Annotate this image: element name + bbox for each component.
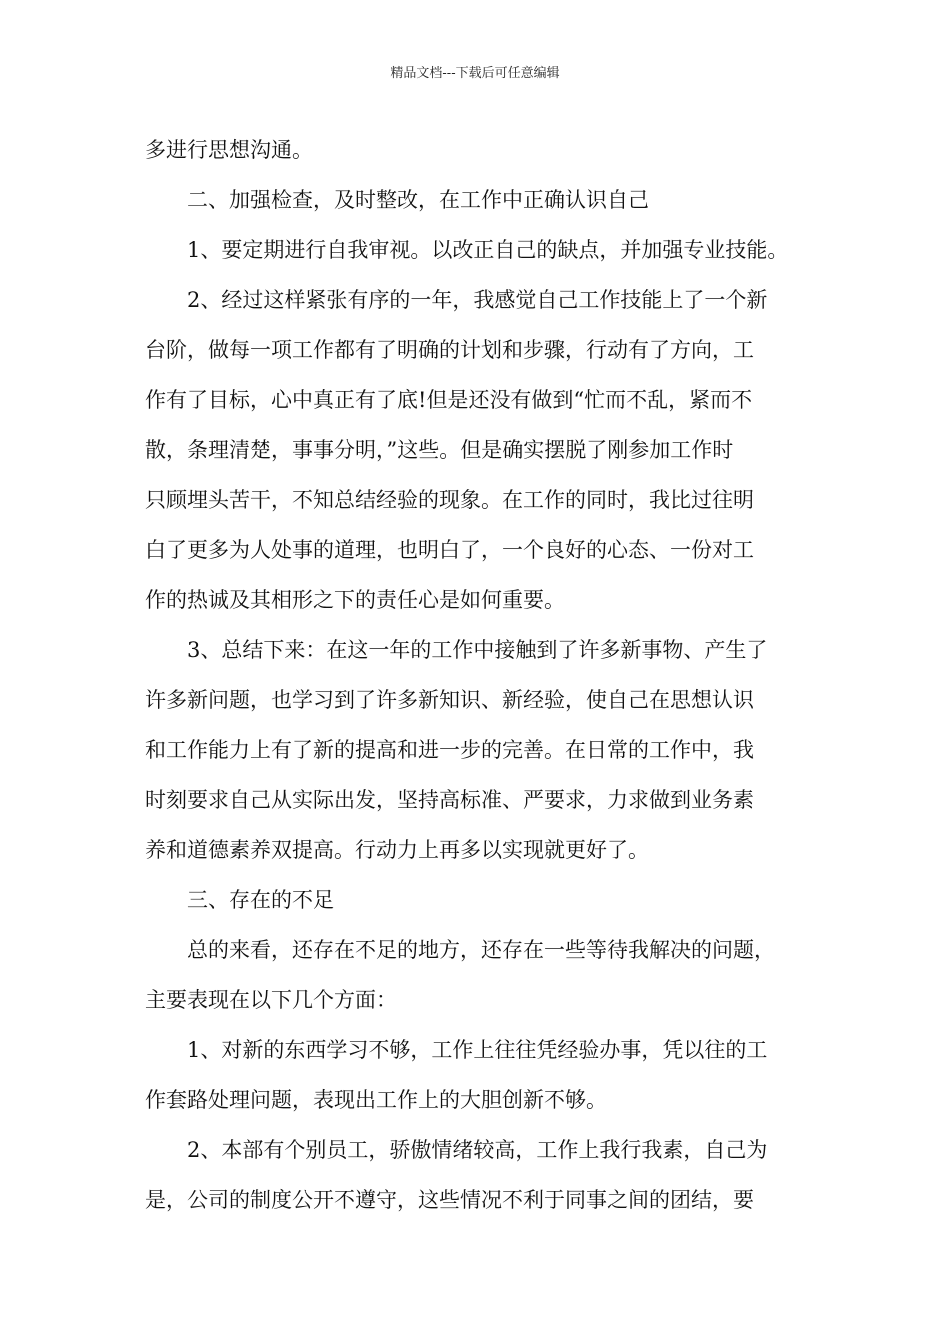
body-line: 总的来看，还存在不足的地方，还存在一些等待我解决的问题，	[187, 938, 775, 962]
body-line: 只顾埋头苦干，不知总结经验的现象。在工作的同时，我比过往明	[145, 488, 754, 512]
body-line: 和工作能力上有了新的提高和进一步的完善。在日常的工作中，我	[145, 738, 754, 762]
body-line: 多进行思想沟通。	[145, 138, 313, 162]
body-line: 作有了目标，心中真正有了底!但是还没有做到“忙而不乱，紧而不	[145, 388, 753, 412]
body-line: 许多新问题，也学习到了许多新知识、新经验，使自己在思想认识	[145, 688, 754, 712]
body-line: 白了更多为人处事的道理，也明白了，一个良好的心态、一份对工	[145, 538, 754, 562]
page-header: 精品文档---下载后可任意编辑	[390, 66, 560, 81]
body-line: 1、对新的东西学习不够，工作上往往凭经验办事，凭以往的工	[187, 1038, 768, 1062]
body-line: 台阶，做每一项工作都有了明确的计划和步骤，行动有了方向，工	[145, 338, 754, 362]
section-heading: 二、加强检查，及时整改，在工作中正确认识自己	[187, 188, 649, 212]
body-line: 2、本部有个别员工，骄傲情绪较高，工作上我行我素，自己为	[187, 1138, 768, 1162]
body-line: 散，条理清楚，事事分明，”这些。但是确实摆脱了刚参加工作时	[145, 438, 734, 462]
body-line: 是，公司的制度公开不遵守，这些情况不利于同事之间的团结，要	[145, 1188, 754, 1212]
body-line: 时刻要求自己从实际出发，坚持高标准、严要求，力求做到业务素	[145, 788, 754, 812]
document-body	[145, 130, 825, 1230]
body-line: 主要表现在以下几个方面：	[145, 988, 397, 1012]
section-heading: 三、存在的不足	[187, 888, 334, 912]
body-line: 养和道德素养双提高。行动力上再多以实现就更好了。	[145, 838, 649, 862]
body-line: 作套路处理问题，表现出工作上的大胆创新不够。	[145, 1088, 607, 1112]
body-line: 2、经过这样紧张有序的一年，我感觉自己工作技能上了一个新	[187, 288, 768, 312]
body-line: 1、要定期进行自我审视。以改正自己的缺点，并加强专业技能。	[187, 238, 789, 262]
body-line: 3、总结下来：在这一年的工作中接触到了许多新事物、产生了	[187, 638, 768, 662]
body-line: 作的热诚及其相形之下的责任心是如何重要。	[145, 588, 565, 612]
